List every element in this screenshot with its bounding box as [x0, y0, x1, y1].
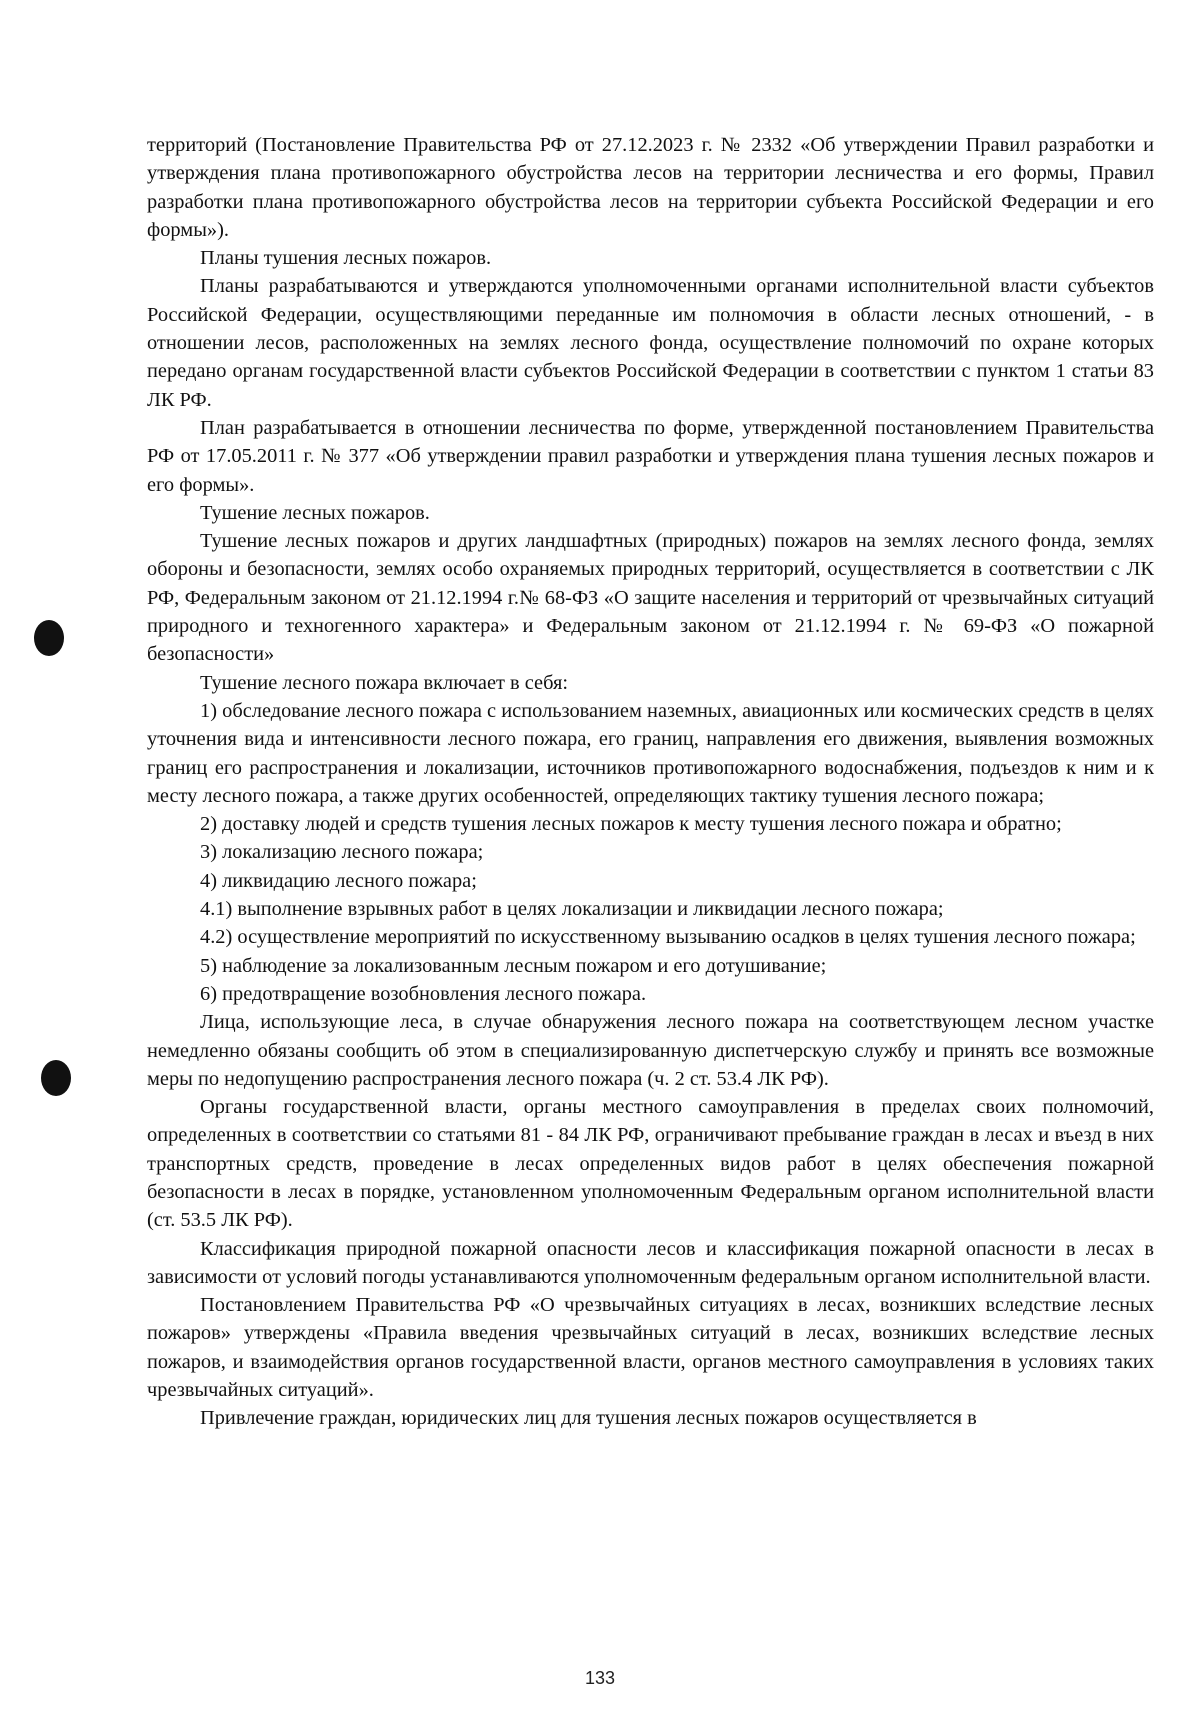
list-item: 4) ликвидацию лесного пожара;: [200, 869, 477, 892]
section-heading: Планы тушения лесных пожаров.: [200, 247, 492, 270]
body-text: [147, 131, 1154, 1433]
list-item: 2) доставку людей и средств тушения лесных пожаров к месту тушения лесного пожара и обратно;: [200, 813, 1062, 836]
section-heading: Тушение лесных пожаров.: [200, 501, 430, 524]
paragraph: территорий (Постановление Правительства РФ от 27.12.2023 г. № 2332 «Об утверждении Правил разработки и утверждения плана противопожарного обустройства лесов на территории лесничества и его формы, Правил разработки плана противопожарного обустройства лесов на территории субъекта Российской Федерации и его формы»).: [147, 134, 1154, 241]
paragraph: Классификация природной пожарной опасности лесов и классификация пожарной опасности в лесах в зависимости от условий погоды устанавливаются уполномоченным федеральным органом исполнительной власти.: [147, 1237, 1154, 1288]
paragraph: Органы государственной власти, органы местного самоуправления в пределах своих полномочий, определенных в соответствии со статьями 81 - 84 ЛК РФ, ограничивают пребывание граждан в лесах и въезд в них транспортных средств, проведение в лесах определенных видов работ в целях обеспечения пожарной безопасности в лесах в порядке, установленном уполномоченным Федеральным органом исполнительной власти (ст. 53.5 ЛК РФ).: [147, 1096, 1154, 1232]
paragraph: Тушение лесного пожара включает в себя:: [200, 671, 568, 694]
page-number: 133: [584, 1668, 616, 1688]
paragraph: Привлечение граждан, юридических лиц для тушения лесных пожаров осуществляется в: [200, 1407, 977, 1430]
list-item: 6) предотвращение возобновления лесного пожара.: [200, 982, 647, 1005]
paragraph: Постановлением Правительства РФ «О чрезвычайных ситуациях в лесах, возникших вследствие лесных пожаров» утверждены «Правила введения чрезвычайных ситуаций в лесах, возникших вследствие лесных пожаров, и взаимодействия органов государственной власти, органов местного самоуправления в условиях таких чрезвычайных ситуаций».: [147, 1294, 1154, 1402]
paragraph: Планы разрабатываются и утверждаются уполномоченными органами исполнительной власти субъектов Российской Федерации, осуществляющими переданные им полномочия в области лесных отношений, - в отношении лесов, расположенных на землях лесного фонда, осуществление полномочий по охране которых передано органам государственной власти субъектов Российской Федерации в соответствии с пунктом 1 статьи 83 ЛК РФ.: [147, 275, 1154, 411]
paragraph: Лица, использующие леса, в случае обнаружения лесного пожара на соответствующем лесном участке немедленно обязаны сообщить об этом в специализированную диспетчерскую службу и принять все возможные меры по недопущению распространения лесного пожара (ч. 2 ст. 53.4 ЛК РФ).: [147, 1011, 1154, 1090]
list-item: 4.2) осуществление мероприятий по искусственному вызыванию осадков в целях тушения лесного пожара;: [200, 926, 1136, 949]
list-item: 1) обследование лесного пожара с использованием наземных, авиационных или космических средств в целях уточнения вида и интенсивности лесного пожара, его границ, направления его движения, выявления возможных границ его распространения и локализации, источников противопожарного водоснабжения, подъездов к ним и к месту лесного пожара, а также других особенностей, определяющих тактику тушения лесного пожара;: [147, 699, 1154, 807]
paragraph: Тушение лесных пожаров и других ландшафтных (природных) пожаров на землях лесного фонда, землях обороны и безопасности, землях особо охраняемых природных территорий, осуществляется в соответствии с ЛК РФ, Федеральным законом от 21.12.1994 г.№ 68-ФЗ «О защите населения и территорий от чрезвычайных ситуаций природного и техногенного характера» и Федеральным законом от 21.12.1994 г. № 69-ФЗ «О пожарной безопасности»: [147, 530, 1154, 666]
punch-hole-mark: [34, 620, 64, 656]
list-item: 4.1) выполнение взрывных работ в целях локализации и ликвидации лесного пожара;: [200, 898, 944, 921]
punch-hole-mark: [41, 1060, 71, 1096]
paragraph: План разрабатывается в отношении лесничества по форме, утвержденной постановлением Правительства РФ от 17.05.2011 г. № 377 «Об утверждении правил разработки и утверждения плана тушения лесных пожаров и его формы».: [147, 416, 1154, 496]
list-item: 3) локализацию лесного пожара;: [200, 841, 484, 864]
list-item: 5) наблюдение за локализованным лесным пожаром и его дотушивание;: [200, 954, 827, 977]
